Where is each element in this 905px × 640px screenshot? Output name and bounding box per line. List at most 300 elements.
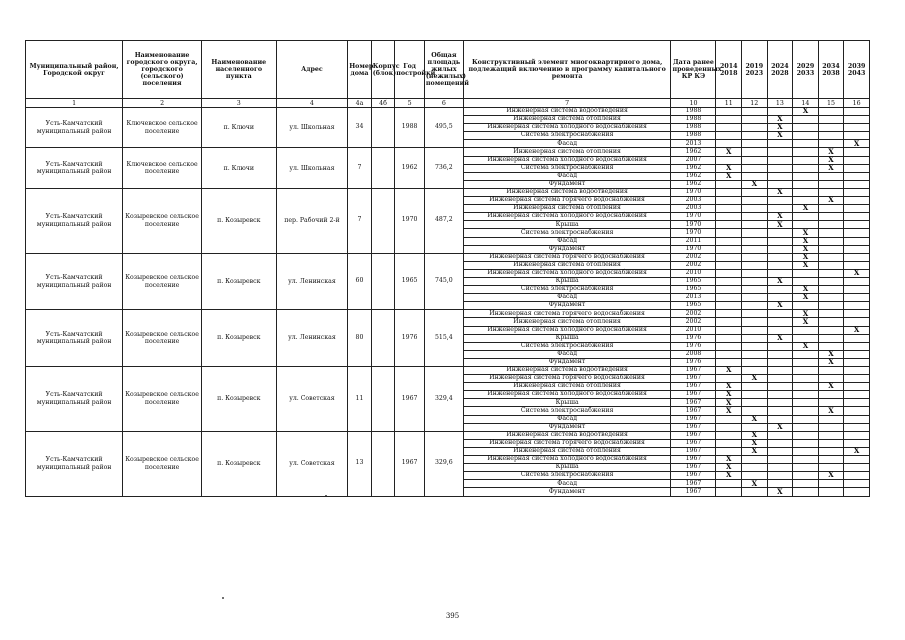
period-cell — [844, 464, 870, 472]
previous-repair-date-cell: 1967 — [671, 375, 716, 383]
column-header: Конструктивный элемент многоквартирного дома, подлежащий включению в программу капитального ремонта — [463, 41, 671, 99]
structural-element-cell: Фундамент — [463, 180, 671, 188]
table-header — [26, 41, 870, 108]
period-cell: X — [818, 197, 844, 205]
period-cell — [844, 221, 870, 229]
block-cell — [371, 310, 395, 367]
period-cell: X — [818, 164, 844, 172]
period-cell: X — [793, 205, 819, 213]
period-cell: X — [793, 310, 819, 318]
column-header: Номер дома — [348, 41, 372, 99]
structural-element-cell: Инженерная система водоотведения — [463, 108, 671, 116]
period-cell — [716, 294, 742, 302]
previous-repair-date-cell: 1962 — [671, 180, 716, 188]
period-cell — [793, 172, 819, 180]
period-cell: X — [793, 253, 819, 261]
period-cell — [767, 350, 793, 358]
previous-repair-date-cell: 1967 — [671, 480, 716, 488]
previous-repair-date-cell: 2011 — [671, 237, 716, 245]
period-cell — [716, 269, 742, 277]
period-cell — [767, 431, 793, 439]
previous-repair-date-cell: 1976 — [671, 334, 716, 342]
year-built-cell: 1962 — [395, 148, 425, 188]
address-cell: ул. Советская — [276, 367, 348, 432]
period-cell — [818, 277, 844, 285]
period-cell — [767, 237, 793, 245]
structural-element-cell: Фасад — [463, 350, 671, 358]
period-cell — [716, 188, 742, 196]
period-cell — [716, 318, 742, 326]
period-cell — [742, 245, 768, 253]
column-number: 10 — [671, 99, 716, 108]
column-number: 4 — [276, 99, 348, 108]
district-cell: Усть-Камчатский муниципальный район — [26, 367, 123, 432]
period-cell: X — [844, 326, 870, 334]
period-cell — [716, 277, 742, 285]
period-cell: X — [818, 407, 844, 415]
previous-repair-date-cell: 1976 — [671, 342, 716, 350]
structural-element-cell: Инженерная система отопления — [463, 148, 671, 156]
period-cell — [844, 342, 870, 350]
period-cell — [716, 253, 742, 261]
previous-repair-date-cell: 2002 — [671, 310, 716, 318]
period-cell: X — [742, 180, 768, 188]
structural-element-cell: Инженерная система водоотведения — [463, 431, 671, 439]
column-number: 4а — [348, 99, 372, 108]
period-cell — [742, 148, 768, 156]
area-cell: 736,2 — [424, 148, 463, 188]
structural-element-cell: Инженерная система горячего водоснабжения — [463, 439, 671, 447]
period-cell — [742, 205, 768, 213]
period-cell — [716, 286, 742, 294]
period-cell — [716, 180, 742, 188]
period-cell — [742, 124, 768, 132]
period-cell: X — [742, 439, 768, 447]
period-cell — [767, 447, 793, 455]
period-cell — [844, 391, 870, 399]
period-cell — [793, 188, 819, 196]
settlement-cell: Ключевское сельское поселение — [123, 148, 202, 188]
settlement-cell: Ключевское сельское поселение — [123, 108, 202, 148]
period-cell — [818, 205, 844, 213]
period-cell: X — [767, 132, 793, 140]
period-cell — [742, 286, 768, 294]
table-row — [26, 367, 870, 375]
period-cell: X — [716, 472, 742, 480]
column-header: 2019 2023 — [742, 41, 768, 99]
year-built-cell: 1976 — [395, 310, 425, 367]
previous-repair-date-cell: 1970 — [671, 221, 716, 229]
previous-repair-date-cell: 2008 — [671, 350, 716, 358]
structural-element-cell: Крыша — [463, 334, 671, 342]
period-cell: X — [716, 148, 742, 156]
previous-repair-date-cell: 1967 — [671, 423, 716, 431]
column-number: 11 — [716, 99, 742, 108]
table-row — [26, 253, 870, 261]
period-cell — [818, 261, 844, 269]
period-cell — [767, 358, 793, 366]
year-built-cell: 1988 — [395, 108, 425, 148]
period-cell — [793, 326, 819, 334]
period-cell: X — [742, 415, 768, 423]
period-cell — [767, 310, 793, 318]
previous-repair-date-cell: 2003 — [671, 205, 716, 213]
period-cell: X — [716, 464, 742, 472]
period-cell: X — [716, 164, 742, 172]
house-number-cell: 11 — [348, 367, 372, 432]
period-cell — [767, 148, 793, 156]
previous-repair-date-cell: 1962 — [671, 172, 716, 180]
period-cell — [767, 383, 793, 391]
table-row — [26, 148, 870, 156]
previous-repair-date-cell: 1965 — [671, 277, 716, 285]
locality-cell: п. Козыревск — [201, 431, 276, 496]
period-cell — [793, 407, 819, 415]
structural-element-cell: Инженерная система холодного водоснабжения — [463, 124, 671, 132]
period-cell — [793, 213, 819, 221]
period-cell — [818, 310, 844, 318]
period-cell — [844, 180, 870, 188]
period-cell — [818, 132, 844, 140]
district-cell: Усть-Камчатский муниципальный район — [26, 431, 123, 496]
period-cell: X — [818, 383, 844, 391]
period-cell — [767, 367, 793, 375]
period-cell — [844, 124, 870, 132]
period-cell — [767, 407, 793, 415]
column-header: Адрес — [276, 41, 348, 99]
period-cell: X — [767, 124, 793, 132]
capital-repair-table — [25, 40, 870, 497]
period-cell: X — [767, 221, 793, 229]
block-cell — [371, 253, 395, 310]
period-cell — [742, 197, 768, 205]
period-cell — [818, 245, 844, 253]
period-cell — [742, 277, 768, 285]
column-header: 2024 2028 — [767, 41, 793, 99]
period-cell: X — [742, 447, 768, 455]
structural-element-cell: Инженерная система отопления — [463, 318, 671, 326]
period-cell — [818, 334, 844, 342]
structural-element-cell: Крыша — [463, 464, 671, 472]
period-cell — [818, 108, 844, 116]
previous-repair-date-cell: 1965 — [671, 302, 716, 310]
period-cell — [716, 108, 742, 116]
period-cell: X — [793, 108, 819, 116]
previous-repair-date-cell: 1988 — [671, 124, 716, 132]
address-cell: ул. Ленинская — [276, 310, 348, 367]
period-cell — [742, 350, 768, 358]
block-cell — [371, 431, 395, 496]
period-cell — [742, 310, 768, 318]
house-number-cell: 34 — [348, 108, 372, 148]
period-cell — [818, 480, 844, 488]
period-cell — [793, 431, 819, 439]
previous-repair-date-cell: 2002 — [671, 253, 716, 261]
period-cell — [742, 132, 768, 140]
column-header: Наименование населенного пункта — [201, 41, 276, 99]
period-cell — [844, 213, 870, 221]
period-cell: X — [767, 423, 793, 431]
period-cell — [818, 124, 844, 132]
period-cell — [844, 108, 870, 116]
previous-repair-date-cell: 1970 — [671, 188, 716, 196]
structural-element-cell: Инженерная система горячего водоснабжения — [463, 253, 671, 261]
house-number-cell: 60 — [348, 253, 372, 310]
period-cell — [844, 423, 870, 431]
column-header: Год постройки — [395, 41, 425, 99]
structural-element-cell: Фундамент — [463, 358, 671, 366]
period-cell — [742, 237, 768, 245]
period-cell — [793, 116, 819, 124]
structural-element-cell: Фасад — [463, 140, 671, 148]
period-cell: X — [716, 383, 742, 391]
structural-element-cell: Инженерная система отопления — [463, 116, 671, 124]
locality-cell: п. Козыревск — [201, 253, 276, 310]
area-cell: 745,0 — [424, 253, 463, 310]
period-cell — [793, 156, 819, 164]
period-cell — [793, 383, 819, 391]
period-cell — [716, 221, 742, 229]
period-cell: X — [793, 286, 819, 294]
period-cell — [818, 326, 844, 334]
structural-element-cell: Система электроснабжения — [463, 164, 671, 172]
structural-element-cell: Инженерная система холодного водоснабжения — [463, 326, 671, 334]
previous-repair-date-cell: 1965 — [671, 286, 716, 294]
period-cell — [742, 108, 768, 116]
period-cell: X — [818, 156, 844, 164]
structural-element-cell: Инженерная система водоотведения — [463, 188, 671, 196]
period-cell: X — [793, 229, 819, 237]
period-cell: X — [793, 318, 819, 326]
period-cell — [767, 318, 793, 326]
period-cell — [767, 164, 793, 172]
period-cell — [742, 229, 768, 237]
period-cell — [818, 172, 844, 180]
header-row — [26, 41, 870, 99]
period-cell — [793, 358, 819, 366]
structural-element-cell: Система электроснабжения — [463, 286, 671, 294]
period-cell — [742, 391, 768, 399]
previous-repair-date-cell: 1988 — [671, 116, 716, 124]
period-cell — [844, 197, 870, 205]
period-cell — [767, 156, 793, 164]
previous-repair-date-cell: 2010 — [671, 269, 716, 277]
period-cell — [767, 456, 793, 464]
period-cell — [716, 326, 742, 334]
period-cell — [818, 294, 844, 302]
column-number: 3 — [201, 99, 276, 108]
period-cell — [844, 164, 870, 172]
period-cell — [793, 472, 819, 480]
period-cell: X — [716, 367, 742, 375]
previous-repair-date-cell: 2002 — [671, 261, 716, 269]
column-header: 2039 2043 — [844, 41, 870, 99]
period-cell — [793, 399, 819, 407]
period-cell — [767, 197, 793, 205]
period-cell: X — [844, 140, 870, 148]
period-cell — [716, 124, 742, 132]
period-cell — [767, 261, 793, 269]
column-header: Корпус (блок) — [371, 41, 395, 99]
period-cell — [844, 302, 870, 310]
column-number: 7 — [463, 99, 671, 108]
structural-element-cell: Инженерная система отопления — [463, 205, 671, 213]
period-cell: X — [742, 431, 768, 439]
period-cell — [716, 213, 742, 221]
previous-repair-date-cell: 1967 — [671, 439, 716, 447]
column-number-row — [26, 99, 870, 108]
period-cell — [767, 172, 793, 180]
structural-element-cell: Инженерная система горячего водоснабжения — [463, 197, 671, 205]
period-cell: X — [818, 350, 844, 358]
period-cell — [716, 245, 742, 253]
period-cell: X — [716, 456, 742, 464]
period-cell — [844, 334, 870, 342]
table-row — [26, 431, 870, 439]
period-cell — [818, 423, 844, 431]
previous-repair-date-cell: 1988 — [671, 108, 716, 116]
year-built-cell: 1970 — [395, 188, 425, 253]
column-number: 1 — [26, 99, 123, 108]
period-cell — [793, 415, 819, 423]
period-cell — [716, 423, 742, 431]
address-cell: ул. Ленинская — [276, 253, 348, 310]
period-cell — [716, 302, 742, 310]
period-cell — [793, 488, 819, 496]
period-cell — [767, 286, 793, 294]
period-cell — [844, 358, 870, 366]
settlement-cell: Козыревское сельское поселение — [123, 188, 202, 253]
period-cell — [844, 375, 870, 383]
area-cell: 329,6 — [424, 431, 463, 496]
column-number: 6 — [424, 99, 463, 108]
column-header: Муниципальный район, Городской округ — [26, 41, 123, 99]
structural-element-cell: Фасад — [463, 480, 671, 488]
period-cell — [818, 116, 844, 124]
previous-repair-date-cell: 1970 — [671, 245, 716, 253]
settlement-cell: Козыревское сельское поселение — [123, 367, 202, 432]
year-built-cell: 1967 — [395, 431, 425, 496]
period-cell — [716, 439, 742, 447]
period-cell: X — [767, 116, 793, 124]
house-number-cell: 7 — [348, 148, 372, 188]
previous-repair-date-cell: 2013 — [671, 140, 716, 148]
address-cell: ул. Школьная — [276, 148, 348, 188]
period-cell: X — [716, 407, 742, 415]
document-sheet — [25, 40, 870, 497]
period-cell — [844, 286, 870, 294]
period-cell — [716, 350, 742, 358]
period-cell — [844, 310, 870, 318]
district-cell: Усть-Камчатский муниципальный район — [26, 188, 123, 253]
structural-element-cell: Фасад — [463, 415, 671, 423]
period-cell — [742, 253, 768, 261]
period-cell — [818, 286, 844, 294]
previous-repair-date-cell: 2007 — [671, 156, 716, 164]
district-cell: Усть-Камчатский муниципальный район — [26, 148, 123, 188]
period-cell — [742, 342, 768, 350]
period-cell — [742, 302, 768, 310]
locality-cell: п. Ключи — [201, 108, 276, 148]
structural-element-cell: Инженерная система холодного водоснабжения — [463, 269, 671, 277]
period-cell — [844, 367, 870, 375]
structural-element-cell: Инженерная система холодного водоснабжения — [463, 213, 671, 221]
period-cell — [844, 456, 870, 464]
district-cell: Усть-Камчатский муниципальный район — [26, 310, 123, 367]
previous-repair-date-cell: 1967 — [671, 464, 716, 472]
previous-repair-date-cell: 1967 — [671, 407, 716, 415]
house-number-cell: 80 — [348, 310, 372, 367]
year-built-cell: 1965 — [395, 253, 425, 310]
period-cell — [818, 431, 844, 439]
period-cell — [844, 245, 870, 253]
settlement-cell: Козыревское сельское поселение — [123, 431, 202, 496]
previous-repair-date-cell: 2010 — [671, 326, 716, 334]
period-cell — [742, 140, 768, 148]
period-cell: X — [793, 261, 819, 269]
structural-element-cell: Инженерная система горячего водоснабжения — [463, 375, 671, 383]
period-cell — [844, 205, 870, 213]
scan-speck — [222, 597, 224, 599]
period-cell — [716, 415, 742, 423]
address-cell: пер. Рабочий 2-й — [276, 188, 348, 253]
period-cell — [818, 415, 844, 423]
period-cell — [793, 439, 819, 447]
block-cell — [371, 188, 395, 253]
period-cell — [742, 464, 768, 472]
previous-repair-date-cell: 2003 — [671, 197, 716, 205]
period-cell: X — [818, 472, 844, 480]
period-cell — [818, 237, 844, 245]
period-cell — [716, 237, 742, 245]
period-cell — [767, 253, 793, 261]
structural-element-cell: Система электроснабжения — [463, 342, 671, 350]
period-cell — [793, 140, 819, 148]
period-cell — [742, 116, 768, 124]
previous-repair-date-cell: 2002 — [671, 318, 716, 326]
period-cell — [793, 269, 819, 277]
block-cell — [371, 148, 395, 188]
column-number: 15 — [818, 99, 844, 108]
period-cell: X — [716, 172, 742, 180]
period-cell — [818, 253, 844, 261]
period-cell — [767, 399, 793, 407]
period-cell — [793, 447, 819, 455]
period-cell — [742, 156, 768, 164]
structural-element-cell: Инженерная система отопления — [463, 447, 671, 455]
period-cell — [742, 399, 768, 407]
period-cell — [742, 456, 768, 464]
structural-element-cell: Крыша — [463, 221, 671, 229]
period-cell — [716, 205, 742, 213]
period-cell — [818, 488, 844, 496]
structural-element-cell: Фасад — [463, 237, 671, 245]
period-cell — [818, 302, 844, 310]
period-cell — [844, 253, 870, 261]
structural-element-cell: Фасад — [463, 294, 671, 302]
period-cell — [716, 261, 742, 269]
table-row — [26, 108, 870, 116]
period-cell — [844, 383, 870, 391]
period-cell — [844, 415, 870, 423]
previous-repair-date-cell: 2013 — [671, 294, 716, 302]
period-cell — [716, 431, 742, 439]
column-number: 13 — [767, 99, 793, 108]
period-cell — [818, 456, 844, 464]
period-cell: X — [818, 358, 844, 366]
period-cell — [742, 318, 768, 326]
period-cell — [793, 124, 819, 132]
